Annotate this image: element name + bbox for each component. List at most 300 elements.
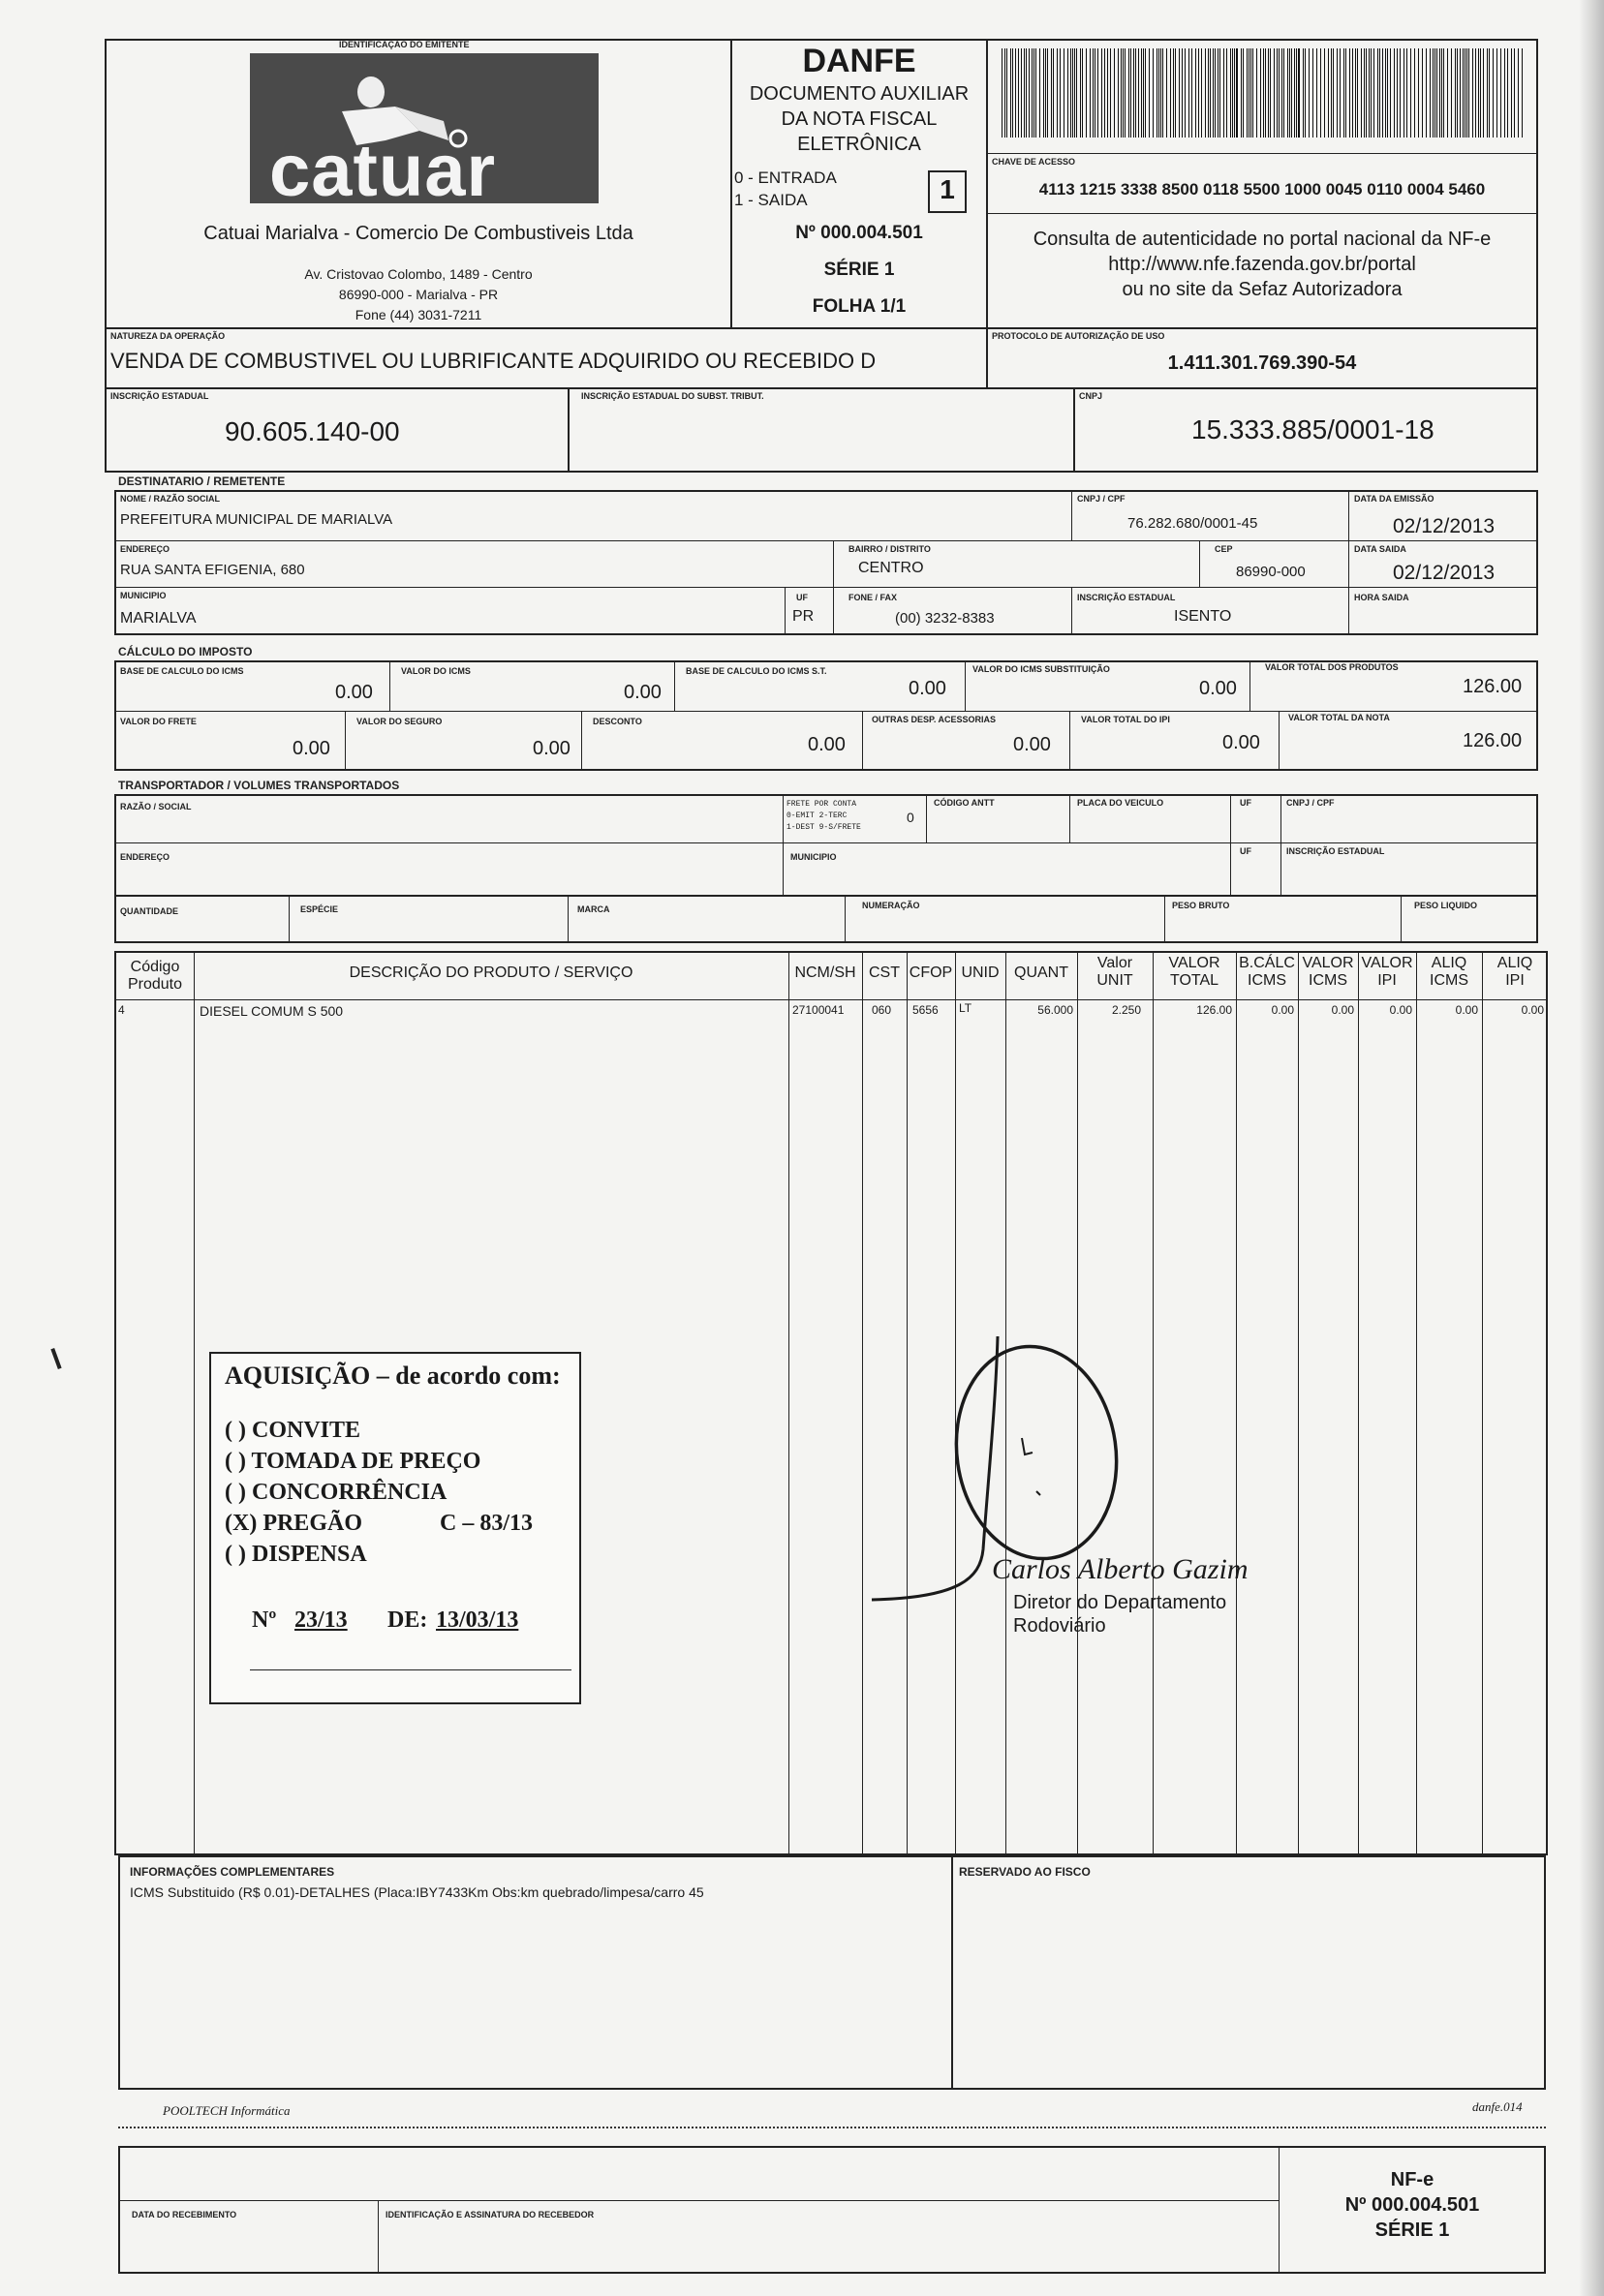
- barcode-bar: [1170, 48, 1171, 138]
- signature-orgao: Rodoviário: [1013, 1615, 1106, 1637]
- barcode-bar: [1463, 48, 1464, 138]
- consulta-line-1: Consulta de autenticidade no portal nacional da NF-e: [1033, 229, 1492, 250]
- barcode-bar: [1343, 48, 1344, 138]
- total-prod-label: VALOR TOTAL DOS PRODUTOS: [1265, 662, 1399, 672]
- col-codigo: Código Produto: [127, 959, 183, 993]
- danfe-tipo: 1: [940, 174, 955, 204]
- fisco-label: RESERVADO AO FISCO: [959, 1865, 1091, 1879]
- barcode-bar: [1496, 48, 1497, 138]
- ipi-label: VALOR TOTAL DO IPI: [1081, 715, 1170, 724]
- signature-nome: Carlos Alberto Gazim: [992, 1553, 1249, 1585]
- barcode-bar: [1430, 48, 1431, 138]
- barcode-bar: [1364, 48, 1365, 138]
- barcode-bar: [1475, 48, 1476, 138]
- barcode-bar: [1118, 48, 1119, 138]
- col-unid: UNID: [961, 964, 1000, 981]
- barcode-bar: [1447, 48, 1448, 138]
- col-vtotal: VALOR TOTAL: [1168, 955, 1220, 989]
- barcode-bar: [1382, 48, 1383, 138]
- aquisicao-stamp: [209, 1352, 581, 1704]
- row-cfop: 5656: [912, 1003, 939, 1017]
- col-cfop: CFOP: [909, 964, 953, 981]
- total-nota-value: 126.00: [1463, 730, 1523, 751]
- barcode-bar: [1312, 48, 1313, 138]
- barcode-bar: [1373, 48, 1374, 138]
- barcode-bar: [1110, 48, 1111, 138]
- dest-hora-label: HORA SAIDA: [1354, 593, 1409, 602]
- barcode-bar: [1226, 48, 1227, 138]
- outras-label: OUTRAS DESP. ACESSORIAS: [872, 715, 997, 724]
- ipi-value: 0.00: [1222, 732, 1260, 753]
- barcode-bar: [1414, 48, 1415, 138]
- barcode-bar: [1232, 48, 1233, 138]
- stamp-title: AQUISIÇÃO – de acordo com:: [225, 1362, 561, 1390]
- barcode-bar: [1291, 48, 1292, 138]
- barcode-bar: [1213, 48, 1214, 138]
- barcode-bar: [1390, 48, 1391, 138]
- valor-icms-value: 0.00: [624, 682, 662, 703]
- barcode-bar: [1287, 48, 1288, 138]
- barcode-bar: [1279, 48, 1280, 138]
- barcode-bar: [1201, 48, 1202, 138]
- barcode-bar: [1198, 48, 1199, 138]
- barcode-bar: [1260, 48, 1261, 138]
- seguro-label: VALOR DO SEGURO: [356, 717, 443, 726]
- barcode-bar: [1153, 48, 1154, 138]
- barcode-bar: [1188, 48, 1189, 138]
- danfe-saida: 1 - SAIDA: [734, 191, 808, 209]
- page-shadow-right: [1579, 0, 1604, 2296]
- protocolo-value: 1.411.301.769.390-54: [1167, 352, 1357, 374]
- barcode-bar: [1076, 48, 1077, 138]
- barcode-bar: [1090, 48, 1091, 138]
- total-nota-label: VALOR TOTAL DA NOTA: [1288, 713, 1390, 722]
- barcode-bar: [1166, 48, 1167, 138]
- barcode-bar: [1208, 48, 1209, 138]
- barcode-bar: [1182, 48, 1183, 138]
- barcode-bar: [1051, 48, 1052, 138]
- natureza-value: VENDA DE COMBUSTIVEL OU LUBRIFICANTE ADQUIRIDO OU RECEBIDO D: [110, 349, 877, 373]
- barcode-bar: [1010, 48, 1011, 138]
- dest-endereco-label: ENDEREÇO: [120, 544, 170, 554]
- barcode-bar: [1379, 48, 1380, 138]
- transp-uf-label: UF: [1240, 798, 1251, 808]
- barcode-bar: [1143, 48, 1144, 138]
- barcode-bar: [1340, 48, 1341, 138]
- antt-label: CÓDIGO ANTT: [934, 798, 995, 808]
- barcode-bar: [1328, 48, 1329, 138]
- marca-label: MARCA: [577, 904, 610, 914]
- transp-municipio-label: MUNICIPIO: [790, 852, 837, 862]
- barcode-bar: [1434, 48, 1435, 138]
- chave-value: 4113 1215 3338 8500 0118 5500 1000 0045 0110 0004 5460: [1038, 180, 1486, 199]
- barcode-bar: [1247, 48, 1248, 138]
- barcode-bar: [1439, 48, 1440, 138]
- barcode-bar: [1387, 48, 1388, 138]
- barcode-bar: [1070, 48, 1071, 138]
- row-descricao: DIESEL COMUM S 500: [200, 1003, 344, 1019]
- protocolo-label: PROTOCOLO DE AUTORIZAÇÃO DE USO: [992, 331, 1165, 341]
- danfe-subtitle-2: DA NOTA FISCAL: [781, 108, 938, 130]
- form-code: danfe.014: [1472, 2099, 1523, 2114]
- seguro-value: 0.00: [533, 738, 571, 759]
- barcode-bar: [1309, 48, 1310, 138]
- barcode-bar: [1130, 48, 1131, 138]
- natureza-label: NATUREZA DA OPERAÇÃO: [110, 331, 226, 341]
- col-vunit: Valor UNIT: [1096, 955, 1133, 989]
- dest-uf: PR: [792, 608, 815, 625]
- barcode-bar: [1500, 48, 1501, 138]
- valor-st-value: 0.00: [1199, 678, 1237, 699]
- barcode-bar: [1072, 48, 1073, 138]
- danfe-folha: FOLHA 1/1: [812, 296, 907, 317]
- barcode-bar: [1472, 48, 1473, 138]
- barcode-bar: [1443, 48, 1444, 138]
- col-bcalc: B.CÁLC ICMS: [1239, 955, 1295, 989]
- dest-cep-label: CEP: [1215, 544, 1233, 554]
- barcode-bar: [1185, 48, 1186, 138]
- barcode-bar: [1133, 48, 1134, 138]
- qtd-label: QUANTIDADE: [120, 906, 178, 916]
- danfe-subtitle-1: DOCUMENTO AUXILIAR: [749, 83, 970, 105]
- barcode-bar: [1125, 48, 1126, 138]
- barcode-bar: [1394, 48, 1395, 138]
- barcode-bar: [1418, 48, 1419, 138]
- barcode-bar: [1191, 48, 1192, 138]
- barcode-bar: [1283, 48, 1284, 138]
- barcode-bar: [1043, 48, 1044, 138]
- barcode-bar: [1024, 48, 1025, 138]
- barcode-bar: [1080, 48, 1081, 138]
- ie-value: 90.605.140-00: [225, 416, 400, 446]
- col-ncm: NCM/SH: [794, 964, 856, 981]
- frete-value: 0.00: [293, 738, 330, 759]
- identificacao-label: IDENTIFICAÇÃO E ASSINATURA DO RECEBEDOR: [386, 2210, 595, 2219]
- barcode-bar: [1179, 48, 1180, 138]
- barcode-bar: [1093, 48, 1094, 138]
- barcode-bar: [1029, 48, 1030, 138]
- stamp-opt-pregao: (X) PREGÃO: [225, 1511, 362, 1536]
- barcode-bar: [1053, 48, 1054, 138]
- barcode-bar: [1345, 48, 1346, 138]
- barcode-bar: [1006, 48, 1007, 138]
- stamp-opt-tomada: ( ) TOMADA DE PREÇO: [225, 1449, 481, 1474]
- transp-ie-label: INSCRIÇÃO ESTADUAL: [1286, 846, 1385, 856]
- transp-razao-label: RAZÃO / SOCIAL: [120, 802, 192, 811]
- barcode-bar: [1215, 48, 1216, 138]
- barcode-bar: [1149, 48, 1150, 138]
- barcode-bar: [1082, 48, 1083, 138]
- dest-cnpj: 76.282.680/0001-45: [1127, 515, 1258, 532]
- barcode-bar: [1441, 48, 1442, 138]
- barcode-bar: [1478, 48, 1479, 138]
- barcode-bar: [1366, 48, 1367, 138]
- dest-bairro-label: BAIRRO / DISTRITO: [848, 544, 931, 554]
- barcode-bar: [1316, 48, 1317, 138]
- barcode-bar: [1067, 48, 1068, 138]
- dest-cep: 86990-000: [1236, 564, 1306, 580]
- barcode-bar: [1128, 48, 1129, 138]
- barcode-bar: [1097, 48, 1098, 138]
- base-st-value: 0.00: [909, 678, 946, 699]
- danfe-title: DANFE: [802, 43, 916, 79]
- danfe-numero: Nº 000.004.501: [795, 223, 923, 243]
- barcode-bar: [1243, 48, 1244, 138]
- barcode-bar: [1219, 48, 1220, 138]
- canhoto-serie: SÉRIE 1: [1374, 2219, 1450, 2241]
- barcode-bar: [1296, 48, 1297, 138]
- barcode-bar: [1004, 48, 1005, 138]
- consulta-line-3: ou no site da Sefaz Autorizadora: [1122, 279, 1403, 300]
- stamp-opt-convite: ( ) CONVITE: [225, 1418, 361, 1443]
- row-vicms: 0.00: [1331, 1003, 1354, 1017]
- transp-endereco-label: ENDEREÇO: [120, 852, 170, 862]
- barcode-bar: [1236, 48, 1238, 138]
- stamp-underline: [250, 1669, 571, 1670]
- dest-municipio-label: MUNICIPIO: [120, 591, 167, 600]
- barcode-bar: [1138, 48, 1139, 138]
- frete-conta-2: 0-EMIT 2-TERC: [787, 811, 848, 820]
- barcode-bar: [1223, 48, 1224, 138]
- barcode-bar: [1426, 48, 1427, 138]
- barcode-bar: [1162, 48, 1163, 138]
- barcode-bar: [1234, 48, 1235, 138]
- base-st-label: BASE DE CALCULO DO ICMS S.T.: [686, 666, 827, 676]
- dest-uf-label: UF: [796, 593, 808, 602]
- barcode-bar: [1333, 48, 1334, 138]
- emitente-endereco: Av. Cristovao Colombo, 1489 - Centro: [304, 266, 533, 282]
- row-bcalc: 0.00: [1271, 1003, 1294, 1017]
- barcode-bar: [1385, 48, 1386, 138]
- barcode-bar: [1274, 48, 1275, 138]
- peso-liquido-label: PESO LIQUIDO: [1414, 901, 1478, 910]
- barcode-bar: [1451, 48, 1452, 138]
- danfe-serie: SÉRIE 1: [823, 260, 895, 280]
- barcode-bar: [1210, 48, 1211, 138]
- barcode-bar: [1460, 48, 1461, 138]
- barcode-bar: [1114, 48, 1115, 138]
- complementares-text: ICMS Substituido (R$ 0.01)-DETALHES (Placa:IBY7433Km Obs:km quebrado/limpesa/carro 45: [130, 1884, 704, 1900]
- chave-label: CHAVE DE ACESSO: [992, 157, 1076, 167]
- consulta-line-2: http://www.nfe.fazenda.gov.br/portal: [1108, 254, 1416, 275]
- barcode-bar: [1349, 48, 1350, 138]
- barcode-bar: [1241, 48, 1242, 138]
- stamp-numero-label: Nº: [252, 1607, 277, 1633]
- col-aipi: ALIQ IPI: [1496, 955, 1533, 989]
- barcode-bar: [1507, 48, 1508, 138]
- stamp-numero: 23/13: [294, 1607, 348, 1633]
- row-vipi: 0.00: [1389, 1003, 1412, 1017]
- base-icms-value: 0.00: [335, 682, 373, 703]
- barcode-bar: [1457, 48, 1458, 138]
- row-codigo: 4: [118, 1003, 125, 1017]
- barcode-bar: [1337, 48, 1338, 138]
- barcode-bar: [1015, 48, 1016, 138]
- barcode-bar: [1422, 48, 1423, 138]
- logo-text: catuar: [269, 130, 497, 203]
- row-vunit: 2.250: [1111, 1003, 1141, 1017]
- barcode-bar: [1018, 48, 1019, 138]
- frete-label: VALOR DO FRETE: [120, 717, 197, 726]
- dest-nome: PREFEITURA MUNICIPAL DE MARIALVA: [120, 511, 393, 528]
- row-cst: 060: [872, 1003, 892, 1017]
- barcode-bar: [1123, 48, 1124, 138]
- valor-st-label: VALOR DO ICMS SUBSTITUIÇÃO: [972, 664, 1110, 674]
- row-quant: 56.000: [1037, 1003, 1073, 1017]
- barcode-bar: [1320, 48, 1321, 138]
- barcode-bar: [1400, 48, 1401, 138]
- barcode-bar: [1331, 48, 1332, 138]
- dest-fone: (00) 3232-8383: [895, 610, 995, 627]
- volumes-box: [114, 895, 1538, 943]
- barcode-bar: [1270, 48, 1271, 138]
- cnpj-value: 15.333.885/0001-18: [1191, 414, 1434, 444]
- barcode-bar: [1518, 48, 1519, 138]
- dest-fone-label: FONE / FAX: [848, 593, 898, 602]
- canhoto-numero: Nº 000.004.501: [1344, 2194, 1480, 2216]
- stamp-data: 13/03/13: [436, 1607, 519, 1633]
- dest-cnpj-label: CNPJ / CPF: [1077, 494, 1126, 504]
- barcode-bar: [1033, 48, 1034, 138]
- barcode-bar: [1281, 48, 1282, 138]
- barcode-bar: [1489, 48, 1490, 138]
- barcode-bar: [1410, 48, 1411, 138]
- barcode-bar: [1406, 48, 1407, 138]
- dest-ie-label: INSCRIÇÃO ESTADUAL: [1077, 593, 1176, 602]
- barcode-bar: [1252, 48, 1253, 138]
- stamp-pregao-ref: C – 83/13: [440, 1511, 533, 1536]
- barcode-bar: [1026, 48, 1027, 138]
- barcode-bar: [1436, 48, 1437, 138]
- barcode-bar: [1305, 48, 1306, 138]
- row-aicms: 0.00: [1455, 1003, 1478, 1017]
- barcode-bar: [1074, 48, 1075, 138]
- barcode-bar: [1107, 48, 1108, 138]
- barcode-bar: [1468, 48, 1469, 138]
- barcode-bar: [1483, 48, 1484, 138]
- signature-cargo: Diretor do Departamento: [1013, 1592, 1227, 1613]
- barcode-bar: [1086, 48, 1087, 138]
- barcode-bar: [1021, 48, 1022, 138]
- barcode-bar: [1141, 48, 1142, 138]
- barcode-bar: [1104, 48, 1105, 138]
- barcode-bar: [1045, 48, 1046, 138]
- barcode-bar: [1361, 48, 1362, 138]
- barcode-bar: [1047, 48, 1048, 138]
- dest-bairro: CENTRO: [858, 560, 924, 576]
- barcode-bar: [1101, 48, 1102, 138]
- barcode-bar: [1205, 48, 1206, 138]
- barcode-bar: [1357, 48, 1358, 138]
- desconto-value: 0.00: [808, 734, 846, 755]
- destinatario-section: DESTINATARIO / REMETENTE: [118, 475, 286, 488]
- barcode-bar: [1303, 48, 1304, 138]
- transp-uf2-label: UF: [1240, 846, 1251, 856]
- ie-st-label: INSCRIÇÃO ESTADUAL DO SUBST. TRIBUT.: [581, 391, 764, 401]
- barcode: [996, 45, 1528, 141]
- catuai-logo: [250, 53, 599, 203]
- row-unid: LT: [959, 1001, 972, 1015]
- barcode-bar: [1298, 48, 1300, 138]
- barcode-bar: [1263, 48, 1264, 138]
- barcode-bar: [1158, 48, 1159, 138]
- barcode-bar: [1265, 48, 1266, 138]
- emitente-razao-social: Catuai Marialva - Comercio De Combustiveis Ltda: [203, 223, 633, 244]
- barcode-bar: [1294, 48, 1295, 138]
- barcode-bar: [1369, 48, 1370, 138]
- canhoto-nfe: NF-e: [1390, 2169, 1434, 2190]
- barcode-bar: [1012, 48, 1013, 138]
- col-quant: QUANT: [1014, 964, 1068, 981]
- barcode-bar: [1455, 48, 1456, 138]
- col-cst: CST: [869, 964, 900, 981]
- software-credit: POOLTECH Informática: [163, 2103, 291, 2118]
- barcode-bar: [1060, 48, 1061, 138]
- dest-emissao: 02/12/2013: [1393, 515, 1496, 537]
- col-aicms: ALIQ ICMS: [1430, 955, 1468, 989]
- barcode-bar: [1522, 48, 1523, 138]
- frete-conta-1: FRETE POR CONTA: [787, 800, 857, 809]
- ie-label: INSCRIÇÃO ESTADUAL: [110, 391, 209, 401]
- barcode-bar: [1493, 48, 1494, 138]
- transportador-box: [114, 794, 1538, 897]
- desconto-label: DESCONTO: [593, 717, 642, 726]
- barcode-bar: [1035, 48, 1036, 138]
- valor-icms-label: VALOR DO ICMS: [401, 666, 471, 676]
- col-descricao: DESCRIÇÃO DO PRODUTO / SERVIÇO: [349, 964, 633, 981]
- barcode-bar: [1487, 48, 1488, 138]
- placa-label: PLACA DO VEICULO: [1077, 798, 1164, 808]
- especie-label: ESPÉCIE: [300, 904, 339, 914]
- emitente-section-label: IDENTIFICAÇÃO DO EMITENTE: [339, 40, 470, 49]
- dest-ie: ISENTO: [1174, 608, 1232, 625]
- danfe-subtitle-3: ELETRÔNICA: [797, 134, 921, 155]
- outras-value: 0.00: [1013, 734, 1051, 755]
- transportador-section: TRANSPORTADOR / VOLUMES TRANSPORTADOS: [118, 779, 400, 792]
- barcode-bar: [1511, 48, 1512, 138]
- stamp-de-label: DE:: [387, 1607, 428, 1633]
- dest-saida: 02/12/2013: [1393, 562, 1496, 584]
- barcode-bar: [1230, 48, 1231, 138]
- recebimento-label: DATA DO RECEBIMENTO: [132, 2210, 237, 2219]
- barcode-bar: [1175, 48, 1176, 138]
- barcode-bar: [1324, 48, 1325, 138]
- complementares-label: INFORMAÇÕES COMPLEMENTARES: [130, 1865, 335, 1879]
- barcode-bar: [1195, 48, 1196, 138]
- dest-endereco: RUA SANTA EFIGENIA, 680: [120, 562, 305, 578]
- col-vicms: VALOR ICMS: [1302, 955, 1354, 989]
- barcode-bar: [1397, 48, 1398, 138]
- dest-nome-label: NOME / RAZÃO SOCIAL: [120, 494, 220, 504]
- dest-emissao-label: DATA DA EMISSÃO: [1354, 494, 1434, 504]
- barcode-bar: [1032, 48, 1033, 138]
- row-ncm: 27100041: [792, 1003, 845, 1017]
- barcode-bar: [1039, 48, 1040, 138]
- peso-bruto-label: PESO BRUTO: [1172, 901, 1230, 910]
- barcode-bar: [1504, 48, 1505, 138]
- dest-municipio: MARIALVA: [120, 610, 197, 627]
- row-aipi: 0.00: [1521, 1003, 1544, 1017]
- col-vipi: VALOR IPI: [1361, 955, 1413, 989]
- fisco-box: [951, 1855, 1546, 2090]
- barcode-bar: [1289, 48, 1290, 138]
- cnpj-label: CNPJ: [1079, 391, 1103, 401]
- frete-conta-3: 1-DEST 9-S/FRETE: [787, 823, 861, 832]
- barcode-bar: [1057, 48, 1058, 138]
- barcode-bar: [1145, 48, 1146, 138]
- barcode-bar: [1433, 48, 1434, 138]
- frete-conta-value: 0: [907, 810, 914, 825]
